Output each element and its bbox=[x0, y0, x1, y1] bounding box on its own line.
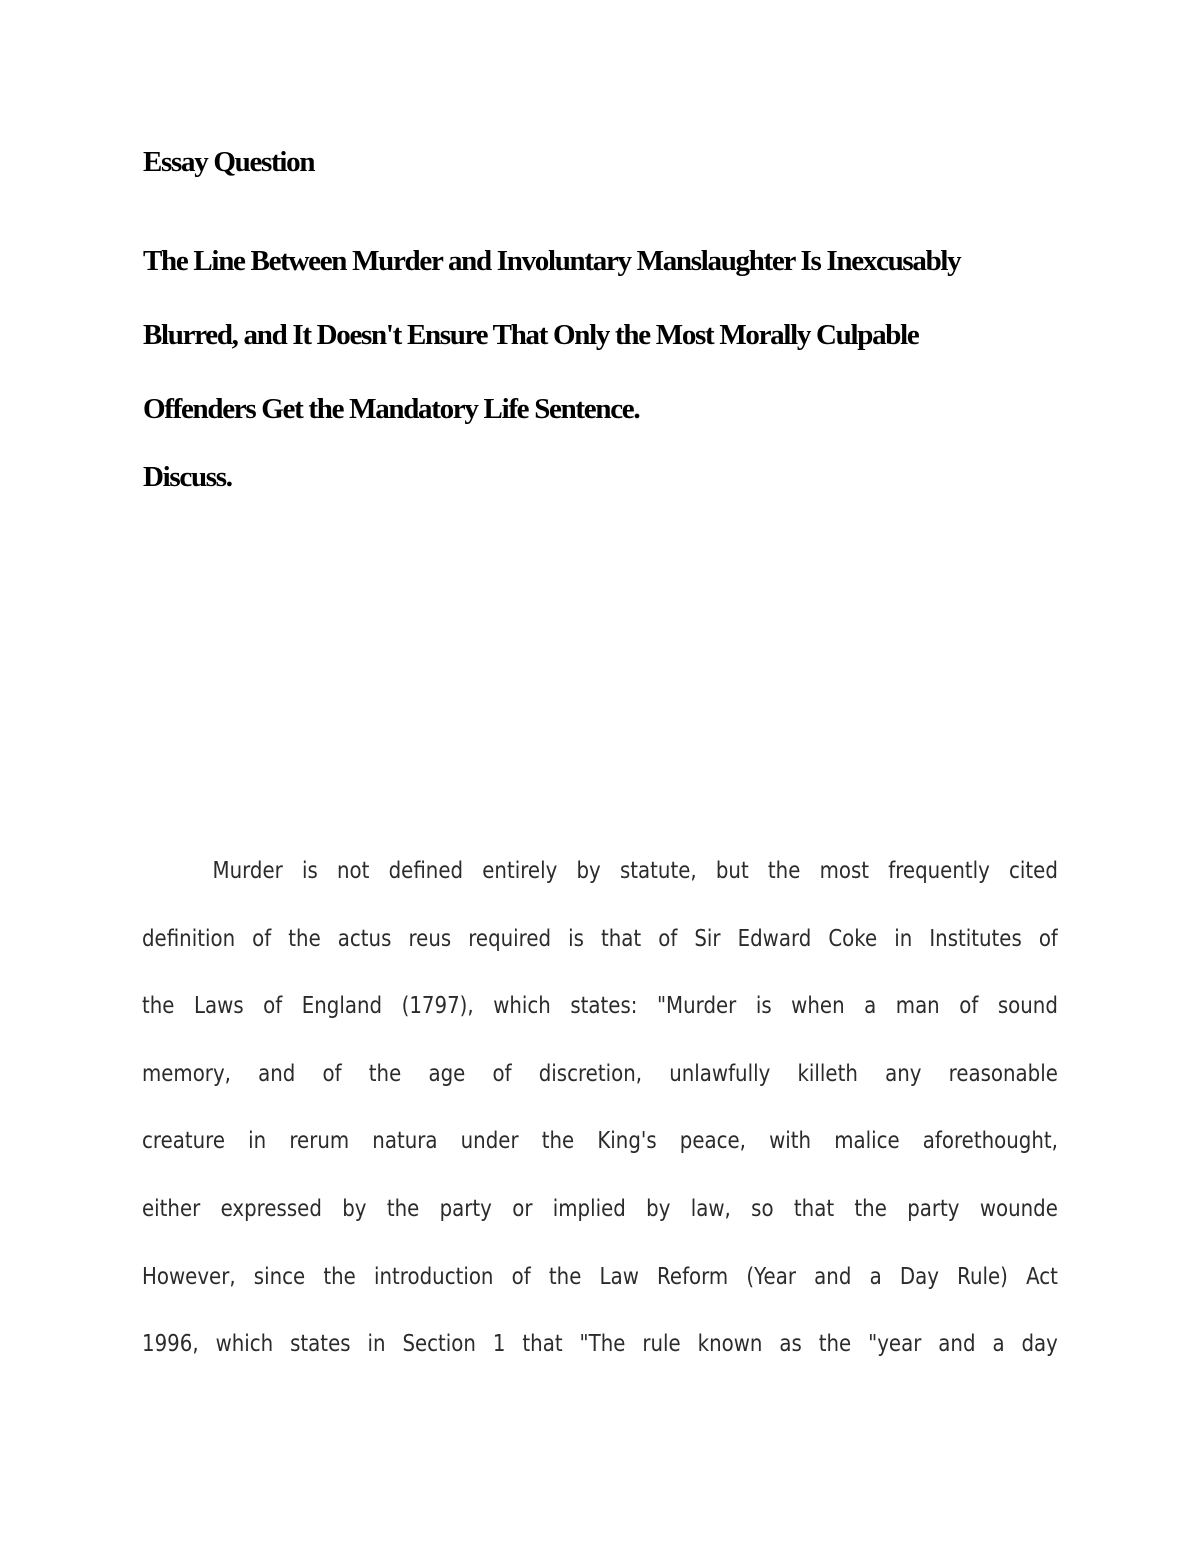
body-line: creature in rerum natura under the King's peace, with malice aforethought, bbox=[142, 1128, 1058, 1155]
title-line: Offenders Get the Mandatory Life Sentence. bbox=[143, 393, 640, 425]
body-line: 1996, which states in Section 1 that "The rule known as the "year and a day bbox=[142, 1331, 1058, 1358]
body-paragraph bbox=[142, 838, 1058, 1379]
discuss-label: Discuss. bbox=[143, 461, 232, 493]
body-line: definition of the actus reus required is that of Sir Edward Coke in Institutes of bbox=[142, 925, 1058, 952]
essay-label: Essay Question bbox=[143, 146, 315, 178]
body-line: either expressed by the party or implied by law, so that the party wounde bbox=[142, 1195, 1058, 1222]
body-line: memory, and of the age of discretion, unlawfully killeth any reasonable bbox=[142, 1060, 1058, 1087]
title-line: The Line Between Murder and Involuntary Manslaughter Is Inexcusably bbox=[143, 245, 961, 277]
body-line: However, since the introduction of the Law Reform (Year and a Day Rule) Act bbox=[142, 1263, 1058, 1290]
title-line: Blurred, and It Doesn't Ensure That Only the Most Morally Culpable bbox=[143, 319, 919, 351]
essay-title bbox=[143, 224, 1060, 446]
body-line: Murder is not defined entirely by statute, but the most frequently cited bbox=[212, 858, 1058, 884]
body-line: the Laws of England (1797), which states: "Murder is when a man of sound bbox=[142, 993, 1058, 1020]
